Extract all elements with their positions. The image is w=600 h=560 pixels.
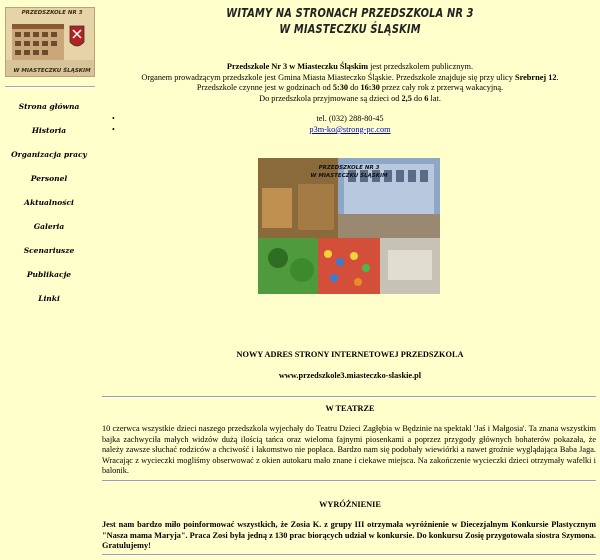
award-text: Jest nam bardzo miło poinformować wszystkich, że Zosia K. z grupy III otrzymała wyróżnienie w Diecezjalnym Konkursie Plastycznym "Nasza mama Maryja". Praca Zosi była jedną z 130 prac biorących udział w konkursie. Do konkursu Zosię przygotowała siostra Szymona. Gratulujemy! — [102, 520, 596, 551]
new-address-title: NOWY ADRES STRONY INTERNETOWEJ PRZEDSZKOLA — [236, 350, 464, 359]
page-title — [145, 5, 555, 37]
page-title-line2: W MIASTECZKU ŚLĄSKIM — [279, 22, 421, 36]
menu-item-publications[interactable]: Publikacje — [26, 270, 72, 279]
intro-text — [100, 62, 600, 104]
intro-age-to: 6 — [424, 93, 429, 103]
photo-caption-line1: PRZEDSZKOLE NR 3 — [318, 165, 380, 171]
logo-bottom-text: W MIASTECZKU ŚLĄSKIM — [13, 68, 91, 74]
sidebar — [0, 0, 98, 560]
new-address-url: www.przedszkole3.miasteczko-slaskie.pl — [278, 371, 422, 380]
photo-caption-line2: W MIASTECZKU ŚLĄSKIM — [310, 173, 388, 179]
contact-item-email — [100, 124, 600, 135]
menu-item-scenarios[interactable]: Scenariusze — [23, 246, 75, 255]
menu-item-gallery[interactable]: Galeria — [33, 222, 65, 231]
logo[interactable] — [5, 7, 95, 77]
intro-open-time: 5:30 — [332, 83, 349, 92]
menu-item-home[interactable]: Strona główna — [18, 102, 80, 111]
theatre-title: W TEATRZE — [325, 404, 375, 413]
theatre-text: 10 czerwca wszystkie dzieci naszego przedszkola wyjechały do Teatru Dzieci Zagłębia w Będzinie na spektakl 'Jaś i Małgosia'. Ta znana wszystkim bajka zachwyciła małych widzów dużą ilością tańca oraz wieloma fajnymi piosenkami a poprzez przygody głównych bohaterów pokazała, że należy zawsze słuchać rodziców a chciwość i łakomstwo nie popłaca. Bardzo nam się podobały wiewiórki a nawet groźnie wyglądająca Baba Jaga. Wracając z wycieczki mogliśmy obserwować z okien autokaru mało znane i ciekawe miejsca. Na zakończenie wycieczki dzieci otrzymały wafelki i balonik. — [102, 424, 596, 476]
intro-line4-c: do — [411, 93, 425, 103]
intro-line3-c: do — [348, 83, 361, 92]
intro-line4-a: Do przedszkola przyjmowane są dzieci od — [259, 93, 402, 103]
menu-item-staff[interactable]: Personel — [30, 174, 68, 183]
intro-name: Przedszkole Nr 3 w Miasteczku Śląskim — [226, 62, 369, 71]
email-link[interactable]: p3m-ko@strong-pc.com — [309, 125, 391, 134]
section-divider — [102, 396, 596, 398]
contact-list — [100, 113, 600, 135]
award-title: WYRÓŻNIENIE — [319, 500, 381, 509]
phone-number: tel. (032) 288-80-45 — [316, 114, 384, 123]
intro-line2-post: . — [556, 72, 559, 82]
section-divider — [102, 554, 596, 556]
menu-item-links[interactable]: Linki — [38, 294, 60, 303]
main-menu — [0, 95, 98, 311]
page-title-line1: WITAMY NA STRONACH PRZEDSZKOLA NR 3 — [226, 6, 474, 20]
bullet-icon: • — [112, 125, 115, 134]
bullet-icon: • — [112, 114, 115, 123]
main-content — [100, 0, 600, 560]
intro-line3-a: Przedszkole czynne jest w godzinach od — [196, 83, 333, 92]
kindergarten-building-image — [6, 8, 94, 76]
intro-line4-e: lat. — [428, 93, 441, 103]
menu-item-history[interactable]: Historia — [31, 126, 67, 135]
contact-item-phone — [100, 113, 600, 124]
intro-line2-pre: Organem prowadzącym przedszkole jest Gmina Miasta Miasteczko Śląskie. Przedszkole znajduje się przy ulicy — [141, 72, 515, 82]
intro-close-time: 16:30 — [360, 83, 380, 92]
sidebar-divider — [5, 86, 95, 88]
intro-line3-e: przez cały rok z przerwą wakacyjną. — [379, 83, 504, 92]
menu-item-organization[interactable]: Organizacja pracy — [11, 150, 87, 159]
logo-top-text: PRZEDSZKOLE NR 3 — [21, 10, 83, 16]
kindergarten-photo-collage — [258, 158, 440, 294]
intro-age-from: 2,5 — [401, 93, 412, 103]
menu-item-news[interactable]: Aktualności — [24, 198, 74, 207]
intro-line1-rest: jest przedszkolem publicznym. — [368, 62, 474, 71]
section-divider — [102, 480, 596, 482]
intro-street: Srebrnej 12 — [514, 72, 557, 82]
